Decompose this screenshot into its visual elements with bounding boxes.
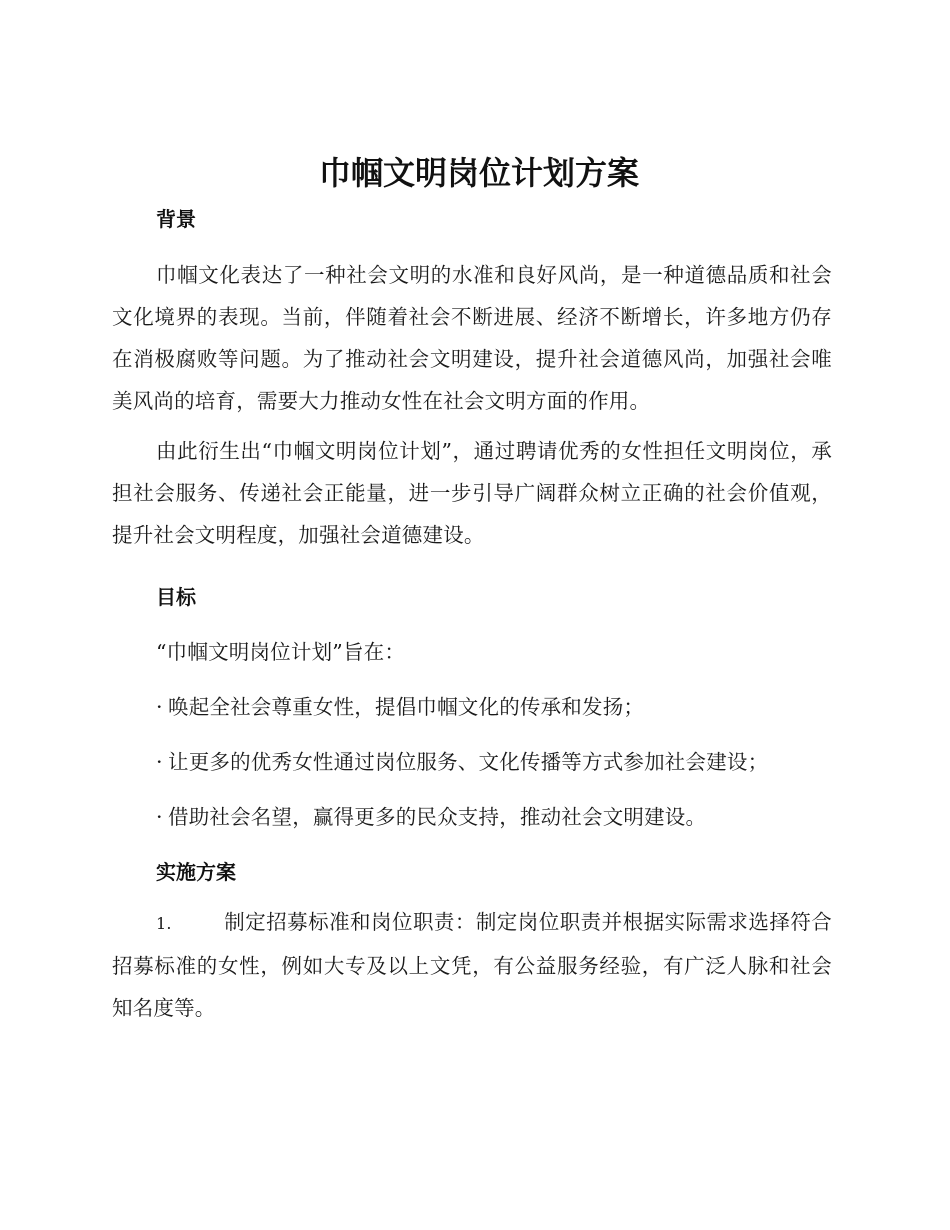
goal-bullet-1 — [112, 692, 832, 722]
item-text: 制定招募标准和岗位职责：制定岗位职责并根据实际需求选择符合招募标准的女性，例如大专及以上文凭，有公益服务经验，有广泛人脉和社会知名度等。 — [112, 910, 832, 1020]
bullet-marker: · — [156, 750, 163, 774]
document-page — [112, 150, 832, 1029]
bullet-marker: · — [156, 695, 163, 719]
goal-bullet-3 — [112, 802, 832, 832]
section-heading-implementation: 实施方案 — [156, 860, 236, 884]
item-number: 1. — [156, 914, 172, 933]
background-paragraph-2: 由此衍生出“巾帼文明岗位计划”，通过聘请优秀的女性担任文明岗位，承担社会服务、传递社会正能量，进一步引导广阔群众树立正确的社会价值观，提升社会文明程度，加强社会道德建设。 — [112, 439, 832, 547]
section-heading-background: 背景 — [156, 207, 196, 231]
goal-intro: “巾帼文明岗位计划”旨在： — [156, 640, 406, 664]
goal-bullet-text: 借助社会名望，赢得更多的民众支持，推动社会文明建设。 — [168, 805, 707, 829]
goal-bullet-2 — [112, 747, 832, 777]
goal-bullet-text: 让更多的优秀女性通过岗位服务、文化传播等方式参加社会建设； — [168, 750, 769, 774]
goal-bullet-text: 唤起全社会尊重女性，提倡巾帼文化的传承和发扬； — [168, 695, 645, 719]
implementation-item-1 — [112, 901, 832, 1029]
document-title: 巾帼文明岗位计划方案 — [318, 154, 639, 192]
background-paragraph-1: 巾帼文化表达了一种社会文明的水准和良好风尚，是一种道德品质和社会文化境界的表现。当前，伴随着社会不断进展、经济不断增长，许多地方仍存在消极腐败等问题。为了推动社会文明建设，提升社会道德风尚，加强社会唯美风尚的培育，需要大力推动女性在社会文明方面的作用。 — [112, 263, 832, 413]
bullet-marker: · — [156, 805, 163, 829]
section-heading-goal: 目标 — [156, 585, 196, 609]
